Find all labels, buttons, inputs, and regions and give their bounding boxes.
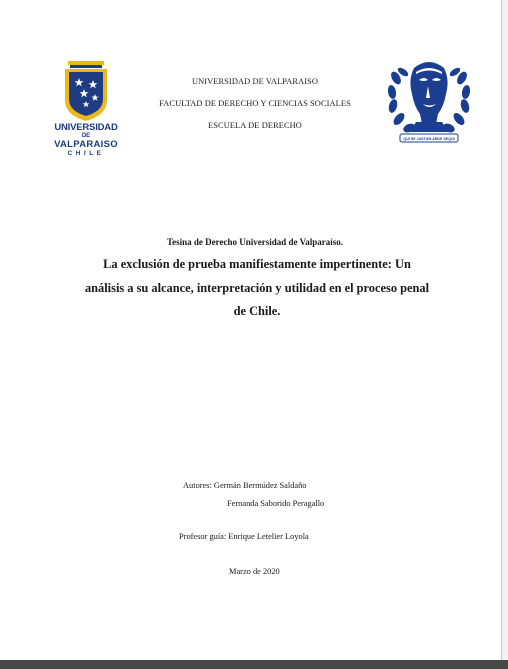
- thesis-title-line-3: de Chile.: [233, 304, 281, 318]
- viewer-bottom-bar: [0, 660, 508, 669]
- laurel-wreath-portrait-icon: [386, 58, 472, 146]
- thesis-title-line-2: análisis a su alcance, interpretación y utilidad en el proceso penal: [84, 280, 430, 295]
- logo-text-de: DE: [81, 133, 91, 139]
- thesis-title-line-1: La exclusión de prueba manifiestamente impertinente: Un: [103, 257, 411, 271]
- faculty-seal-right: [386, 58, 472, 146]
- university-shield-icon: [54, 60, 118, 122]
- viewer-gutter: [502, 0, 508, 660]
- logo-text-valparaiso: VALPARAISO: [54, 139, 118, 150]
- thesis-title: [70, 253, 444, 324]
- seal-ribbon-text: QUI SE JUSTUM ARDE SEQUI: [403, 137, 455, 141]
- authors-line: Autores: Germán Bermúdez Saldaño: [183, 481, 307, 490]
- logo-text-universidad: UNIVERSIDAD: [54, 122, 118, 133]
- date-line: Marzo de 2020: [229, 567, 280, 576]
- header-faculty: FACULTAD DE DERECHO Y CIENCIAS SOCIALES: [159, 99, 351, 108]
- author-2: Fernanda Saborido Peragallo: [227, 499, 325, 508]
- university-logo-left: [54, 60, 118, 160]
- header-university: UNIVERSIDAD DE VALPARAISO: [191, 77, 319, 86]
- thesis-subtitle: Tesina de Derecho Universidad de Valparaíso.: [166, 237, 344, 247]
- logo-text-chile: CHILE: [67, 150, 105, 157]
- header-school: ESCUELA DE DERECHO: [208, 121, 302, 130]
- advisor-line: Profesor guía: Enrique Letelier Loyola: [179, 532, 309, 541]
